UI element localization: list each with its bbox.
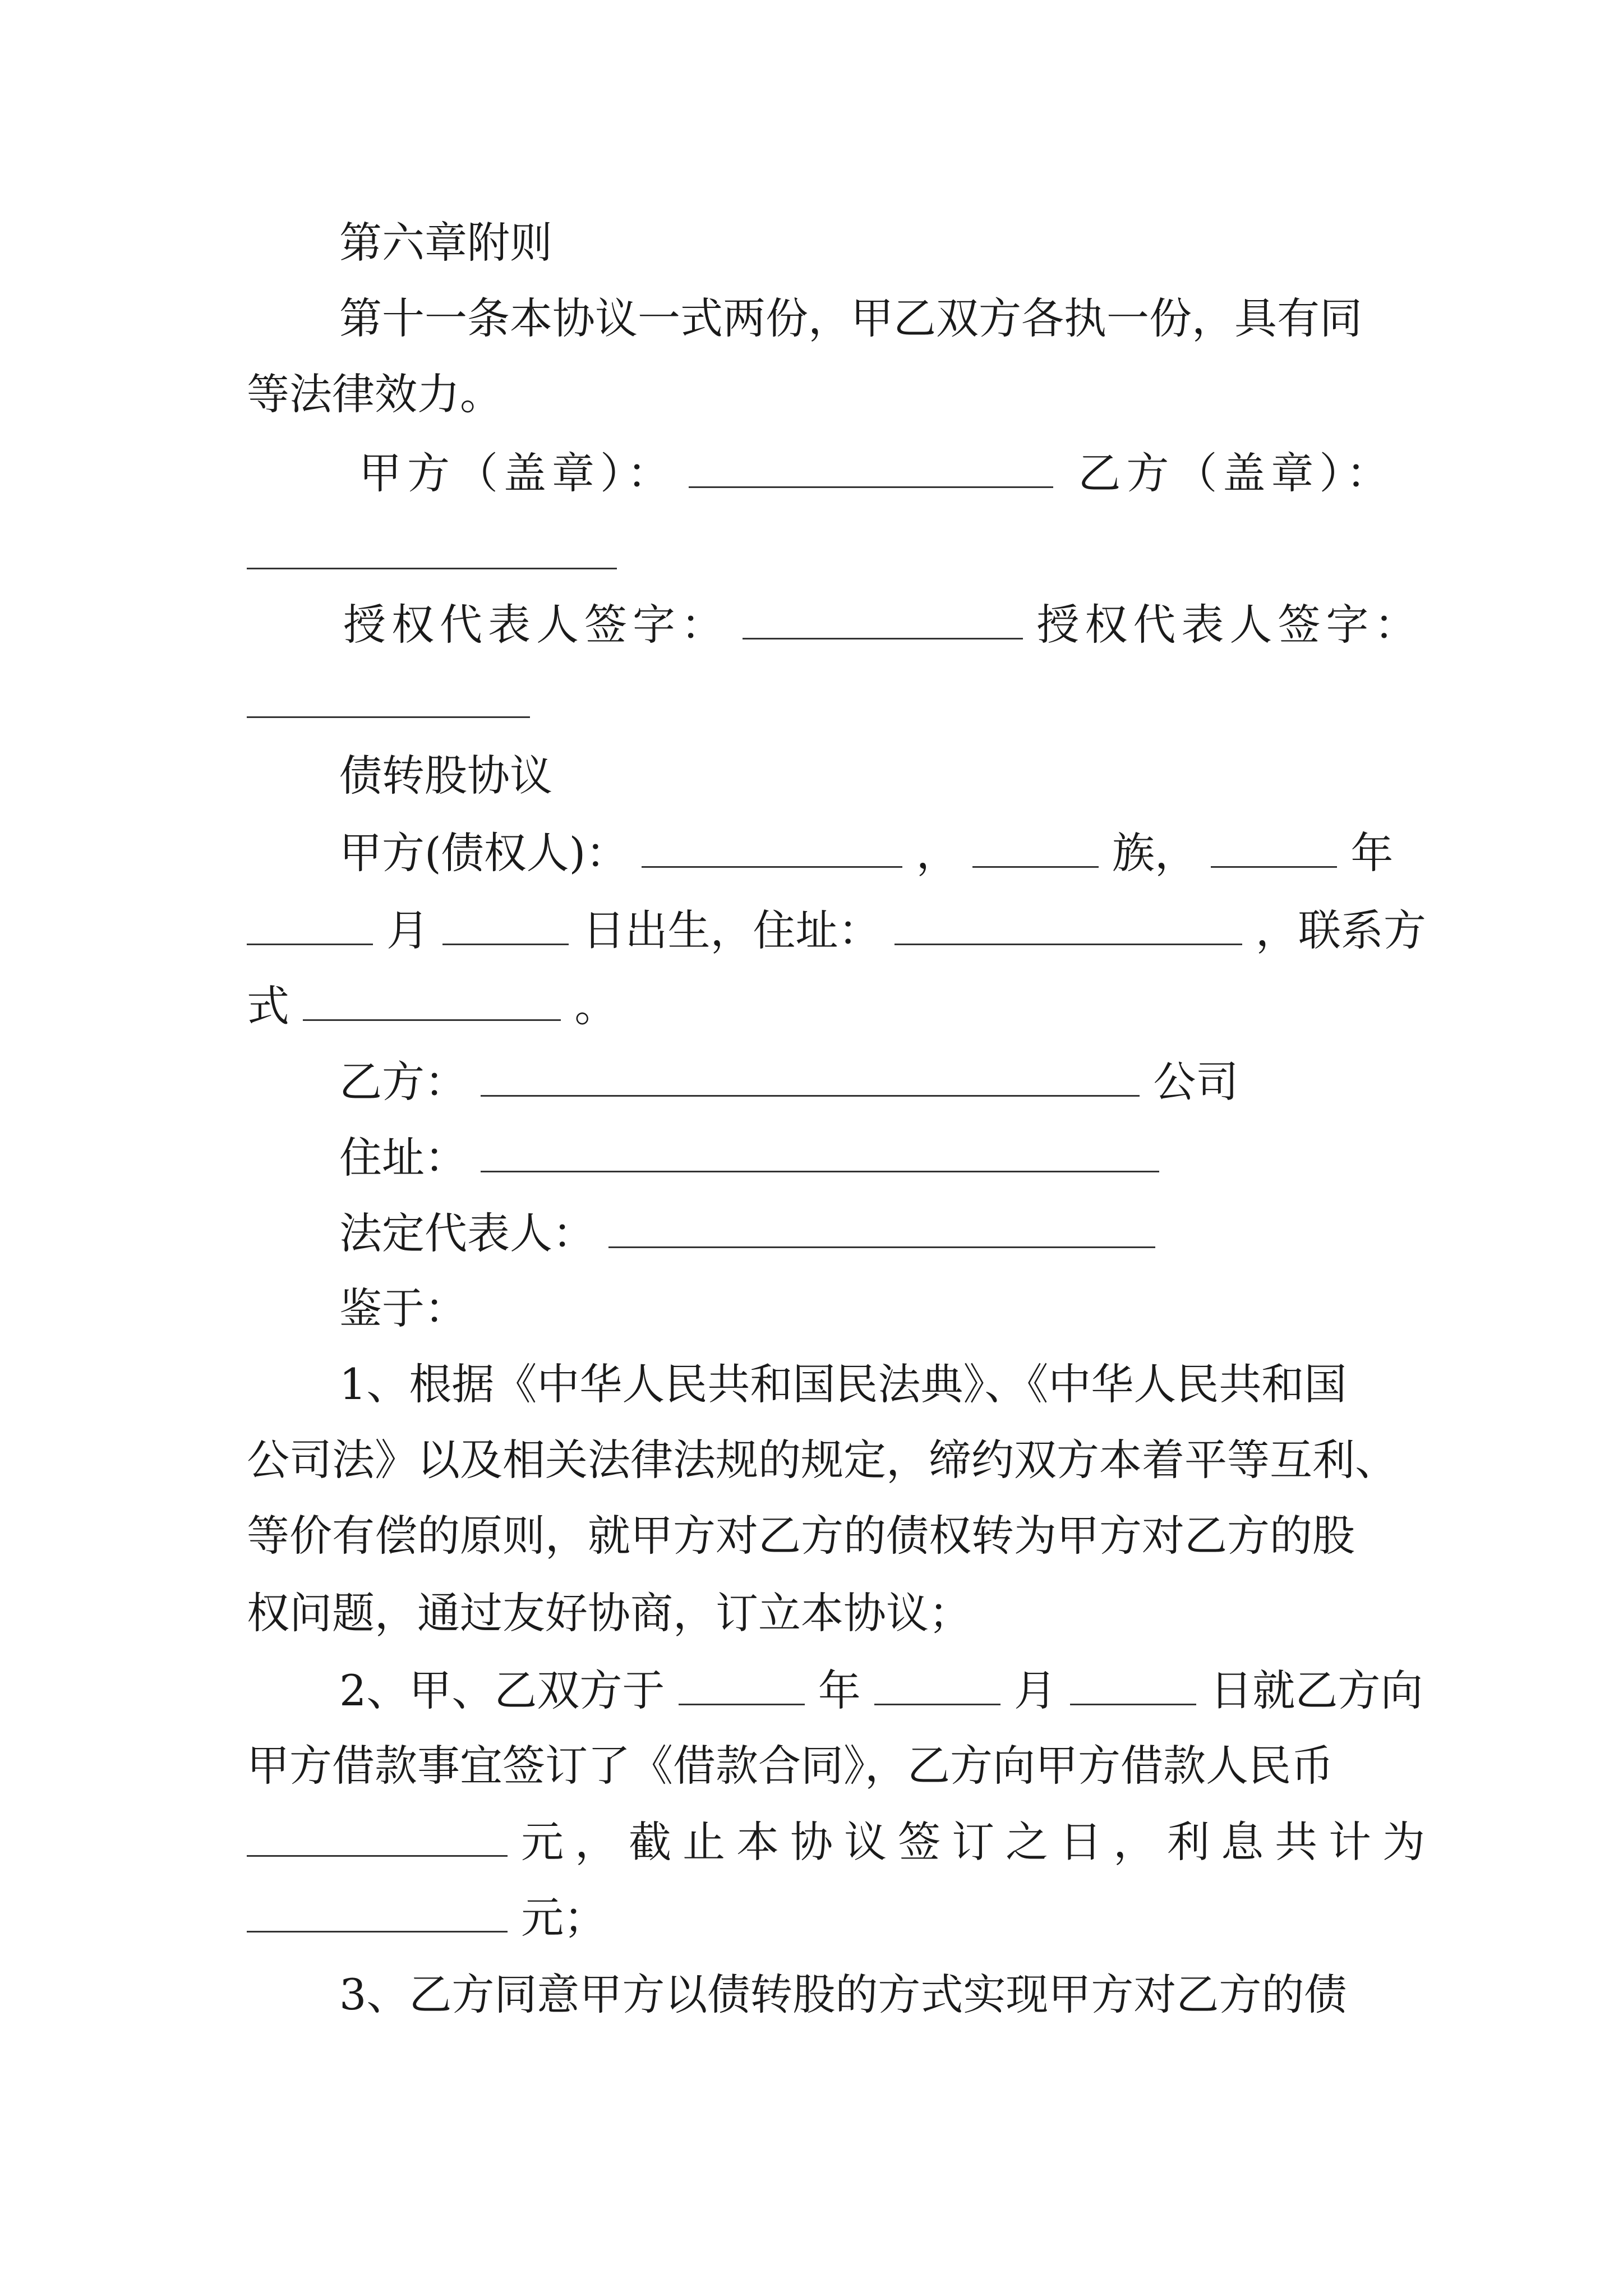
- clause-2-prefix: 2、甲、乙双方于: [339, 1665, 665, 1715]
- party-a-address-blank: [895, 909, 1242, 945]
- clause-2-line-3-text: 元，截止本协议签订之日，利息共计为: [521, 1817, 1437, 1867]
- clause-2-day-blank: [1070, 1669, 1196, 1705]
- party-a-sign-label: 授权代表人签字：: [343, 600, 729, 650]
- clause-2-line-4-text: 元；: [521, 1893, 607, 1943]
- party-b-rep-label: 法定代表人：: [339, 1208, 595, 1258]
- whereas: 鉴于：: [339, 1283, 467, 1333]
- clause-2-month-blank: [874, 1669, 1000, 1705]
- party-a-contact-end: 式: [247, 981, 289, 1031]
- party-b-address-line: [339, 1133, 1159, 1182]
- party-a-month-blank: [247, 909, 373, 945]
- party-b-company-suffix: 公司: [1153, 1057, 1239, 1107]
- article-11-line-1: 第十一条本协议一式两份，甲乙双方各执一份，具有同: [339, 293, 1362, 343]
- party-a-year-blank: [1211, 831, 1337, 868]
- clause-2-day-suffix: 日就乙方向: [1210, 1665, 1423, 1715]
- clause-1-line-2: 公司法》以及相关法律法规的规定，缔约双方本着平等互利、: [247, 1435, 1398, 1485]
- party-a-birth: 日出生，住址：: [582, 905, 881, 955]
- clause-3-line-1: 3、乙方同意甲方以债转股的方式实现甲方对乙方的债: [339, 1970, 1347, 2019]
- party-a-seal-blank: [689, 452, 1053, 488]
- party-a-line-1: [339, 828, 1394, 878]
- party-a-label: 甲方(债权人)：: [339, 828, 629, 878]
- clause-2-month: 月: [1014, 1665, 1057, 1715]
- clause-1-line-4: 权问题，通过友好协商，订立本协议；: [247, 1588, 971, 1638]
- clause-2-line-3: [247, 1817, 1437, 1867]
- party-a-ethnicity: 族，: [1112, 828, 1197, 878]
- party-a-name-blank: [642, 831, 902, 868]
- party-a-day-blank: [442, 909, 569, 945]
- party-a-period: 。: [574, 981, 617, 1031]
- sign-row: [343, 600, 1423, 650]
- party-a-year: 年: [1350, 828, 1394, 878]
- party-a-line-2: [247, 905, 1426, 955]
- clause-2-interest-blank: [247, 1896, 508, 1932]
- party-b-line: [339, 1057, 1239, 1107]
- clause-2-line-4: [247, 1893, 607, 1943]
- party-b-label: 乙方：: [339, 1057, 467, 1107]
- article-11-line-2: 等法律效力。: [247, 369, 502, 419]
- party-a-sign-blank: [743, 603, 1023, 639]
- clause-2-line-2: 甲方借款事宜签订了《借款合同》，乙方向甲方借款人民币: [247, 1741, 1334, 1791]
- seal-row-continuation: [247, 533, 617, 576]
- agreement-title: 债转股协议: [339, 751, 552, 800]
- party-b-sign-label: 授权代表人签字：: [1036, 600, 1423, 650]
- party-a-comma: ，: [916, 828, 959, 878]
- party-a-month: 月: [386, 905, 430, 955]
- clause-2-year-blank: [679, 1669, 805, 1705]
- clause-1-line-1: 1、根据《中华人民共和国民法典》、《中华人民共和国: [339, 1359, 1347, 1409]
- party-a-contact: ，联系方: [1255, 905, 1426, 955]
- party-b-address-label: 住址：: [339, 1133, 467, 1182]
- party-b-company-blank: [481, 1060, 1140, 1097]
- party-a-ethnicity-blank: [972, 831, 1099, 868]
- party-b-rep-line: [339, 1208, 1155, 1258]
- party-b-seal-blank: [247, 533, 617, 569]
- party-b-sign-blank: [247, 682, 530, 718]
- party-b-seal-label: 乙方（盖章）：: [1078, 448, 1395, 498]
- sign-row-continuation: [247, 682, 530, 725]
- party-a-contact-blank: [303, 984, 561, 1021]
- seal-row: [359, 448, 1395, 498]
- clause-2-line-1: [339, 1665, 1423, 1715]
- clause-2-principal-blank: [247, 1820, 508, 1857]
- clause-1-line-3: 等价有偿的原则，就甲方对乙方的债权转为甲方对乙方的股: [247, 1511, 1355, 1561]
- party-b-rep-blank: [608, 1212, 1155, 1248]
- party-a-line-3: [247, 981, 617, 1031]
- party-b-address-blank: [481, 1136, 1159, 1172]
- party-a-seal-label: 甲方（盖章）：: [359, 448, 675, 498]
- chapter-title: 第六章附则: [339, 218, 552, 268]
- clause-2-year: 年: [818, 1665, 861, 1715]
